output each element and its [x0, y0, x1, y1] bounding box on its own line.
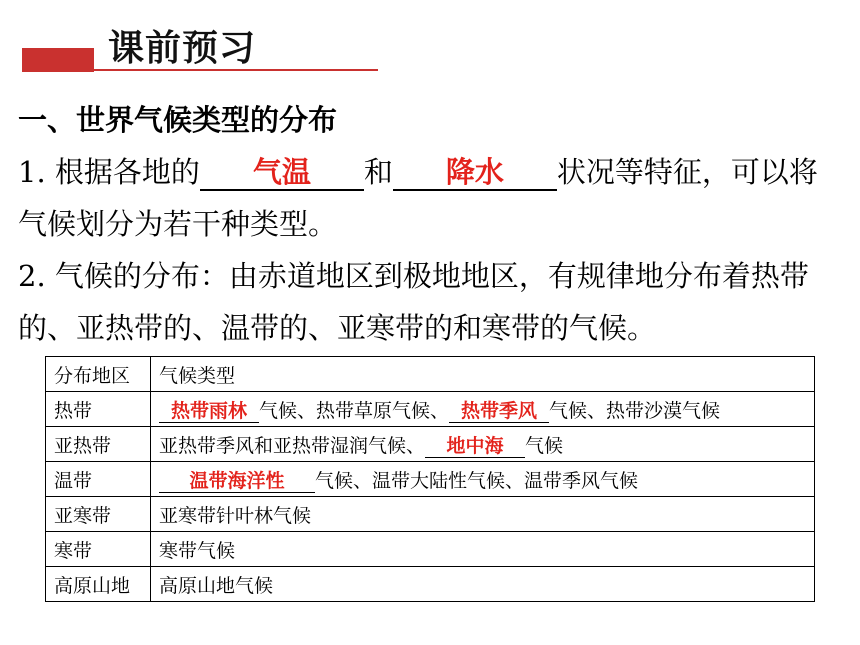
header-climate: 气候类型: [151, 357, 815, 392]
climate-cell: 亚寒带针叶林气候: [151, 497, 815, 532]
region-cell: 热带: [46, 392, 151, 427]
climate-cell: [151, 427, 815, 462]
table-blank: [425, 435, 525, 458]
q1-suffix: 状况等特征，可以将气候划分为若干种类型。: [18, 155, 818, 241]
region-cell: 寒带: [46, 532, 151, 567]
question-1: [18, 146, 840, 250]
table-answer: 热带季风: [461, 399, 538, 422]
region-cell: 温带: [46, 462, 151, 497]
climate-table: [45, 356, 815, 602]
table-row: [46, 567, 815, 602]
climate-text: 亚热带季风和亚热带湿润气候、: [159, 434, 426, 457]
question-2: 2. 气候的分布：由赤道地区到极地地区，有规律地分布着热带的、亚热带的、温带的、亚寒带的和寒带的气候。: [18, 259, 809, 345]
q1-mid: 和: [363, 155, 393, 189]
answer-1: 气温: [252, 155, 311, 189]
region-cell: 亚寒带: [46, 497, 151, 532]
table-blank: [159, 400, 259, 423]
table-header-row: [46, 357, 815, 392]
answer-2: 降水: [445, 155, 504, 189]
section-title: 课前预习: [108, 28, 257, 69]
table-row: [46, 497, 815, 532]
table-row: [46, 532, 815, 567]
climate-cell: [151, 462, 815, 497]
table-answer: 温带海洋性: [189, 469, 285, 492]
table-row: [46, 392, 815, 427]
section-header: [0, 0, 860, 80]
content: [18, 94, 840, 354]
climate-text: 气候: [525, 434, 564, 457]
blank-1: [200, 155, 364, 191]
table-answer: 地中海: [446, 434, 504, 457]
table-blank: [159, 470, 315, 493]
climate-cell: 高原山地气候: [151, 567, 815, 602]
region-cell: 亚热带: [46, 427, 151, 462]
blank-2: [393, 155, 557, 191]
table-blank: [449, 400, 549, 423]
q1-prefix: 1. 根据各地的: [18, 155, 200, 189]
accent-bar: [22, 48, 94, 72]
region-cell: 高原山地: [46, 567, 151, 602]
climate-cell: [151, 392, 815, 427]
climate-text: 气候、温带大陆性气候、温带季风气候: [315, 469, 639, 492]
table-answer: 热带雨林: [170, 399, 247, 422]
table-row: [46, 427, 815, 462]
climate-text: 气候、热带草原气候、: [259, 399, 450, 422]
heading: 一、世界气候类型的分布: [18, 103, 338, 137]
climate-text: 气候、热带沙漠气候: [549, 399, 721, 422]
climate-cell: 寒带气候: [151, 532, 815, 567]
header-region: 分布地区: [46, 357, 151, 392]
table-row: [46, 462, 815, 497]
